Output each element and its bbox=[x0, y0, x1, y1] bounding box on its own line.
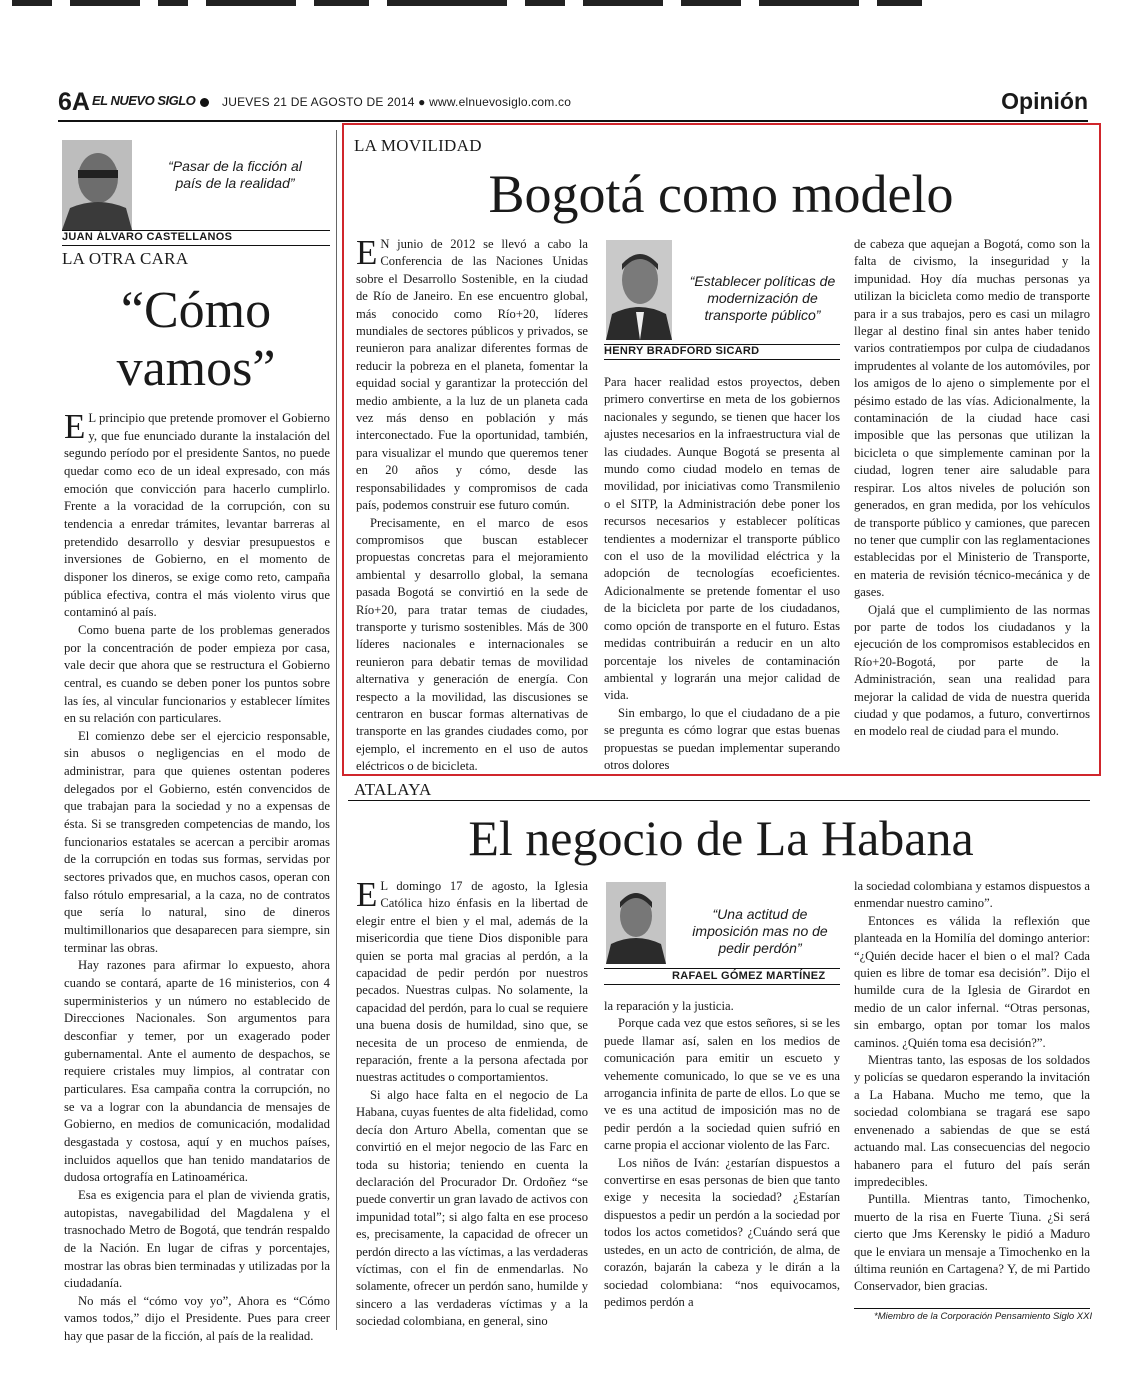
masthead-rule bbox=[58, 120, 1088, 122]
paragraph: Como buena parte de los problemas generados por la concentración de poder empieza por casa, vale decir que ahora que se restructura el Gobierno central, es cuando se deben poner los puntos sobre las íes, al vincular funcionarios y establecer límites en su relación con particulares. bbox=[64, 622, 330, 726]
body-top-col2 bbox=[604, 374, 840, 774]
byline-rule-bottom bbox=[62, 245, 330, 246]
kicker-left: LA OTRA CARA bbox=[62, 249, 189, 268]
portrait-photo-icon bbox=[606, 882, 666, 964]
paragraph: Precisamente, en el marco de esos compromisos que buscan establecer propuestas concretas para el mejoramiento ambiental y desarrollo global, la semana pasada Bogotá se convirtió en la sede de Río+20, para tratar temas de ciudades, transporte y turismo sostenibles. Más de 300 líderes nacionales e internacionales se reunieron para debatir temas de movilidad alternativa y generación de energía. Con respecto a la movilidad, las discusiones se centraron en buscar formas alternativas de transporte en las grandes ciudades como, por ejemplo, el incremento en el uso de autos eléctricos o de bicicleta. bbox=[356, 515, 588, 774]
paper-name: EL NUEVO SIGLO bbox=[92, 93, 196, 108]
byline-rule-top bbox=[604, 968, 840, 969]
pull-quote-bottom: “Una actitud de imposición mas no de pedir perdón” bbox=[692, 906, 828, 956]
page-number: 6A bbox=[58, 88, 90, 116]
top-cropped-strip bbox=[0, 0, 1127, 10]
paragraph: E L principio que pretende promover el Gobierno y, que fue enunciado durante la instalación del segundo período por el presidente Santos, no puede quedar como eco de un ideal expresado, con más emoción que convicción para hacerlo cumplirlo. Frente a la voracidad de la corrupción, con su tendencia a enredar trámites, levantar barreras al pretendido desarrollo y desviar presupuestos e inversiones de Gobierno, en el momento de disponer los dineros, se exige como reto, campaña pública efectiva, contra el más violento virus que contaminó al país. bbox=[64, 407, 330, 620]
paragraph: E N junio de 2012 se llevó a cabo la Conferencia de las Naciones Unidas sobre el Desarrollo Sostenible, en la ciudad de Río de Janeiro. En ese encuentro global, más conocido como Río+20, líderes mundiales de sectores públicos y privados, se reunieron para analizar diferentes formas de reducir la pobreza en el planeta, fomentar la equidad social y garantizar la protección del medio ambiente, a la luz de un planeta cada vez más denso en población y más interconectado. Fue la oportunidad, también, para visualizar el mundo que queremos tener en 20 años y cómo, desde las responsabilidades y compromisos de cada país, podemos construir ese futuro común. bbox=[356, 233, 588, 513]
paragraph: Si algo hace falta en el negocio de La Habana, cuyas fuentes de alta fidelidad, como decía don Arturo Abella, comentan que se convirtió en el mejor negocio de las Farc en toda su historia; teniendo en cuenta la declaración del Procurador Dr. Ordoñez “se puede convertir un gran lavado de activos con impunidad total”; si algo falta en ese proceso es, precisamente, la capacidad de ofrecer un perdón directo a las víctimas, a las verdaderas víctimas, con el fin de enmendarlas. No solamente, ofrecer un perdón sano, humilde y sincero a las verdaderas víctimas y a la sociedad colombiana, en general, sino bbox=[356, 1087, 588, 1329]
paragraph: Esa es exigencia para el plan de vivienda gratis, autopistas, navegabilidad del Magdalena y el trasnochado Metro de Bogotá, que tendrán respaldo de la Nación. En lugar de cifras y porcentajes, mostrar las obras bien terminadas y utilizadas por la ciudadanía. bbox=[64, 1187, 330, 1291]
headline-bottom: El negocio de La Habana bbox=[468, 810, 974, 866]
author-byline-left: JUAN ÁLVARO CASTELLANOS bbox=[62, 231, 233, 243]
pull-quote-left: “Pasar de la ficción al país de la realidad” bbox=[168, 158, 302, 191]
column-divider bbox=[336, 130, 337, 1330]
body-left bbox=[64, 407, 330, 1346]
masthead bbox=[58, 88, 1088, 118]
section-title: Opinión bbox=[1001, 88, 1088, 114]
byline-rule-bottom bbox=[604, 984, 840, 985]
portrait-photo-icon bbox=[606, 240, 672, 340]
separator-dot-icon bbox=[200, 98, 209, 107]
paragraph: Mientras tanto, las esposas de los soldados y policías se quedaron esperando la invitación a La Habana. Mucho me temo, que la sociedad colombiana se tragará ese sapo envenenado a sabiendas de que se está actuando mal. Las consecuencias del negocio habanero para el futuro del país serán impredecibles. bbox=[854, 1053, 1090, 1189]
author-byline-bottom: RAFAEL GÓMEZ MARTÍNEZ bbox=[672, 970, 826, 982]
kicker-top: LA MOVILIDAD bbox=[354, 136, 482, 155]
body-top-col1 bbox=[356, 233, 588, 776]
date-and-url: JUEVES 21 DE AGOSTO DE 2014 ● www.elnuevosiglo.com.co bbox=[222, 95, 572, 109]
body-bottom-col2 bbox=[604, 998, 840, 1311]
dropcap: E bbox=[356, 875, 378, 914]
portrait-photo-icon bbox=[62, 140, 132, 230]
author-photo-bradford bbox=[606, 240, 672, 340]
body-bottom-col3 bbox=[854, 878, 1090, 1296]
paragraph: Sin embargo, lo que el ciudadano de a pie se pregunta es cómo lograr que estas buenas propuestas se puedan implementar superando otros dolores bbox=[604, 705, 840, 772]
paragraph: de cabeza que aquejan a Bogotá, como son la falta de civismo, la inseguridad y la impunidad. Hoy día muchas personas ya utilizan la bicicleta como medio de transporte para ir a sus trabajos, pero es casi un milagro llegar al destino final sin antes haber tenido varios contratiempos por culpa de ciudadanos imprudentes al volante de los automóviles, por los amigos de lo ajeno o simplemente por el pésimo estado de las vías. Adicionalmente, la contaminación de la ciudad hace casi imposible que las personas que utilizan la bicicleta o que simplemente caminan por la ciudad, logren tener aire saludable para respirar. Los altos niveles de polución son generados, en gran medida, por los vehículos de transporte público y camiones, que parecen no tener que cumplir con las reglamentaciones establecidas por el Ministerio de Transporte, en materia de revisión técnico-mecánica y de gases. bbox=[854, 237, 1090, 600]
dropcap: E bbox=[64, 407, 86, 446]
paragraph: No más el “cómo voy yo”, Ahora es “Cómo vamos todos,” dijo el Presidente. Pues para creer hay que pasar de la ficción, al país de la realidad. bbox=[64, 1293, 330, 1344]
dropcap: E bbox=[356, 233, 378, 272]
headline-top: Bogotá como modelo bbox=[488, 164, 954, 224]
paragraph: Ojalá que el cumplimiento de las normas por parte de todos los ciudadanos y la ejecución de los compromisos establecidos en Río+20-Bogotá, por parte de la Administración, sean una realidad para mejorar la calidad de vida de nuestra querida ciudad y que podamos, a futuro, convertirnos en modelo real de ciudad para el mundo. bbox=[854, 602, 1090, 739]
paragraph: la sociedad colombiana y estamos dispuestos a enmendar nuestro camino”. bbox=[854, 879, 1090, 911]
body-top-col3 bbox=[854, 236, 1090, 741]
paragraph: Entonces es válida la reflexión que planteada en la Homilía del domingo anterior: “¿Quién decide hacer el bien o el mal? Cada quien es libre de tomar esa decisión”. Dijo el humilde cura de la Iglesia de Girardot en medio de un calor infernal. “Otras personas, sin embargo, optan por tomar los malos caminos. ¿Quién toma esa decisión?”. bbox=[854, 913, 1090, 1050]
paragraph: E L domingo 17 de agosto, la Iglesia Católica hizo énfasis en la libertad de elegir entre el bien y el mal, además de la misericordia que tiene Dios disponible para quien se porta mal gracias al perdón, a la capacidad de pedir perdón por nuestros pecados. Nuestras culpas. No solamente, la capacidad del perdón, para lo cual se requiere una buena dosis de humildad, sino que, se necesita de un proceso de enmienda, de reparación, frente a la persona afectada por nuestras actitudes o comportamientos. bbox=[356, 875, 588, 1085]
body-bottom-col1 bbox=[356, 875, 588, 1331]
kicker-rule bbox=[348, 800, 1090, 801]
pull-quote-top: “Establecer políticas de modernización de transporte público” bbox=[689, 273, 836, 323]
kicker-bottom: ATALAYA bbox=[354, 780, 432, 799]
byline-rule-bottom bbox=[604, 359, 840, 360]
paragraph: la reparación y la justicia. bbox=[604, 999, 734, 1013]
footnote: *Miembro de la Corporación Pensamiento Siglo XXI bbox=[874, 1311, 1093, 1322]
paragraph: Los niños de Iván: ¿estarían dispuestos a convertirse en esas personas de bien que tanto exige y necesita la sociedad? ¿Estarían dispuestos a pedir un perdón a la sociedad por todos los actos cometidos? ¿Cuándo será que ustedes, en un acto de contrición, de alma, de corazón, bajarán la cabeza y le dirán a la sociedad colombiana: “nos equivocamos, pedimos perdón a bbox=[604, 1155, 840, 1309]
paragraph: El comienzo debe ser el ejercicio responsable, sin abusos o negligencias en el modo de administrar, para que quienes ostentan poderes delegados por el Gobierno, estén convencidos de que trabajan para la sociedad y no a expensas de ésta. Si se transgreden competencias de mando, los funcionarios estatales se acercan a percibir aromas de la corrupción en todas sus formas, servidas por sectores privados que, en muchos casos, operan con falso rótulo empresarial, a la caza, no de contratos que sería lo natural, sino de dineros multimillonarios que desaparecen para siempre, sin terminar las obras. bbox=[64, 728, 330, 955]
footnote-rule bbox=[854, 1308, 1090, 1309]
headline-left-line2: vamos” bbox=[116, 340, 276, 397]
author-photo-castellanos bbox=[62, 140, 132, 230]
paragraph: Hay razones para afirmar lo expuesto, ahora cuando se contará, aparte de 16 ministerios, con 4 superministerios y un número no establecido de Direcciones Nacionales. Son argumentos para desconfiar y temer, por un exagerado poder gubernamental. Ante el aumento de despachos, se requiere cristales muy limpios, al contratar con particulares. Esa campaña contra la corrupción, no se va a lograr con la abundancia de mensajes de Gobierno, en medios de comunicación, modalidad desgastada y costosa, aquí y en muchos países, incluidos aquellos que han tenido mandatarios de dudosa ortografía en Latinoamérica. bbox=[64, 958, 330, 1185]
paragraph: Porque cada vez que estos señores, si se les puede llamar así, salen en los medios de comunicación para emitir un escueto y vehemente comunicado, lo que se ve es una arrogancia infinita de parte de ellos. Lo que se ve es una actitud de imposición mas no de pedir perdón a la sociedad quien sufrió en carne propia el accionar violento de las Farc. bbox=[604, 1016, 840, 1153]
author-byline-top: HENRY BRADFORD SICARD bbox=[604, 345, 760, 357]
headline-left-line1: “Cómo bbox=[120, 282, 272, 339]
author-photo-gomez bbox=[606, 882, 666, 964]
headline-left bbox=[62, 282, 330, 398]
paragraph: Para hacer realidad estos proyectos, deben primero convertirse en meta de los gobiernos nacionales y segundo, se tienen que hacer los ajustes necesarios en la infraestructura vial de las ciudades. Aunque Bogotá se presenta al mundo como ciudad modelo en temas de movilidad, por iniciativas como Transmilenio o el SITP, la Administración debe poner los recursos necesarios y establecer políticas tendientes a modernizar el transporte público con el uso de la movilidad eléctrica y la adopción de tecnologías ecoeficientes. Adicionalmente se pretende fomentar el uso de la bicicleta por parte de los ciudadanos, como opción de transporte en el futuro. Estas medidas contribuirán a reducir en un alto porcentaje los niveles de contaminación ambiental y lograrán una mejor calidad de vida. bbox=[604, 375, 840, 703]
paragraph: Puntilla. Mientras tanto, Timochenko, muerto de la risa en Fuerte Tiuna. ¿Si será cierto que Jms Kerensky le pidió a Maduro que le enviara un mensaje a Timochenko en la última reunión en Cartagena? Y, de mi Partido Conservador, bien gracias. bbox=[854, 1192, 1090, 1294]
